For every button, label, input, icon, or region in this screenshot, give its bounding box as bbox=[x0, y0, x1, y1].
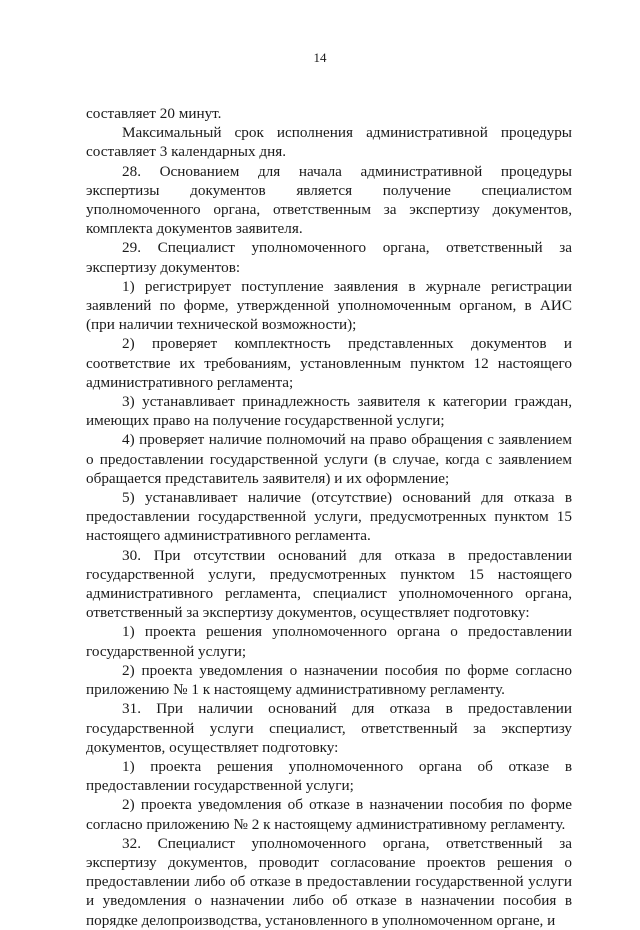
list-item: 2) проверяет комплектность представленных документов и соответствие их требованиям, установленным пунктом 12 настоящего административного регламента; bbox=[86, 335, 572, 391]
document-body bbox=[86, 104, 572, 930]
list-item: 2) проекта уведомления об отказе в назначении пособия по форме согласно приложению № 2 к настоящему административному регламенту. bbox=[86, 796, 572, 833]
list-item: 4) проверяет наличие полномочий на право обращения с заявлением о предоставлении государственной услуги (в случае, когда с заявлением обращается представитель заявителя) и их оформление; bbox=[86, 431, 572, 487]
list-item: 1) проекта решения уполномоченного органа о предоставлении государственной услуги; bbox=[86, 623, 572, 660]
paragraph: 30. При отсутствии оснований для отказа в предоставлении государственной услуги, предусмотренных пунктом 15 настоящего административного регламента, специалист уполномоченного органа, ответственный за экспертизу документов, осуществляет подготовку: bbox=[86, 546, 572, 622]
list-item: 5) устанавливает наличие (отсутствие) оснований для отказа в предоставлении государственной услуги, предусмотренных пунктом 15 настоящего административного регламента. bbox=[86, 489, 572, 545]
paragraph: 32. Специалист уполномоченного органа, ответственный за экспертизу документов, проводит согласование проектов решения о предоставлении либо об отказе в предоставлении государственной услуги и уведомления о назначении либо об отказе в назначении пособия в порядке делопроизводства, установленного в уполномоченном органе, и bbox=[86, 834, 572, 929]
list-item: 1) проекта решения уполномоченного органа об отказе в предоставлении государственной услуги; bbox=[86, 757, 572, 795]
list-item: 3) устанавливает принадлежность заявителя к категории граждан, имеющих право на получение государственной услуги; bbox=[86, 393, 572, 430]
list-item: 1) регистрирует поступление заявления в журнале регистрации заявлений по форме, утвержденной уполномоченным органом, в АИС (при наличии технической возможности); bbox=[86, 277, 572, 334]
paragraph: Максимальный срок исполнения административной процедуры составляет 3 календарных дня. bbox=[86, 124, 572, 161]
list-item: 2) проекта уведомления о назначении пособия по форме согласно приложению № 1 к настоящему административному регламенту. bbox=[86, 661, 572, 699]
paragraph: 28. Основанием для начала административной процедуры экспертизы документов является получение специалистом уполномоченного органа, ответственным за экспертизу документов, комплекта документов заявителя. bbox=[86, 162, 572, 238]
paragraph: 29. Специалист уполномоченного органа, ответственный за экспертизу документов: bbox=[86, 239, 572, 276]
paragraph: составляет 20 минут. bbox=[86, 105, 222, 122]
page-number: 14 bbox=[313, 50, 327, 65]
paragraph: 31. При наличии оснований для отказа в предоставлении государственной услуги специалист, ответственный за экспертизу документов, осуществляет подготовку: bbox=[86, 700, 572, 756]
